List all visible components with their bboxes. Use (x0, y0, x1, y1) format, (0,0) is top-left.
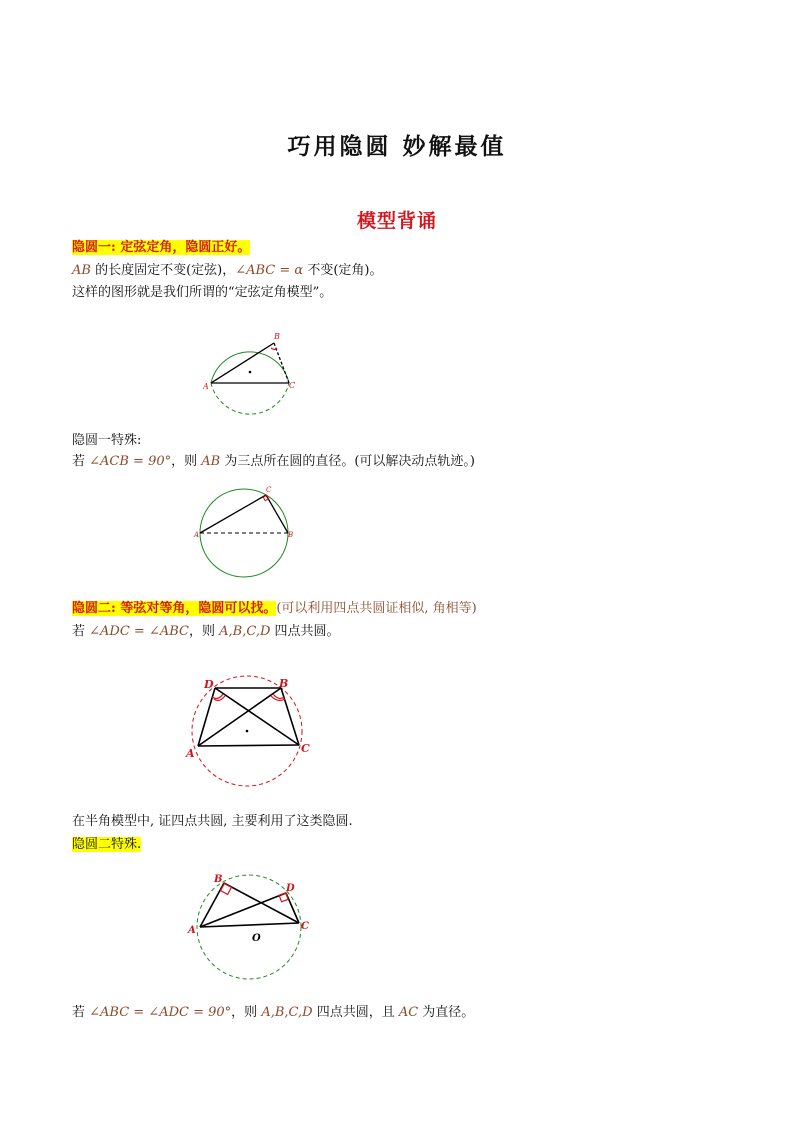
label-d: D (286, 883, 295, 894)
section2-heading-text: 隐圆二: 等弦对等角，隐圆可以找。 (72, 601, 277, 616)
section2-line (72, 622, 340, 642)
text: ，则 (171, 454, 202, 469)
math-points: A,B,C,D (261, 1005, 313, 1020)
label-b: B (214, 874, 223, 885)
text: ，则 (231, 1005, 262, 1020)
math-ab: AB (201, 454, 221, 469)
section2-note: (可以利用四点共圆证相似, 角相等) (276, 601, 477, 616)
label-c: C (266, 486, 272, 494)
section2-heading (72, 599, 477, 619)
label-a: A (203, 382, 209, 391)
center-dot (246, 730, 249, 733)
text: ，则 (188, 624, 220, 639)
diameter-ac (200, 923, 299, 927)
text: 若 (72, 624, 90, 639)
special1-heading: 隐圆一特殊: (72, 433, 142, 448)
math-points: A,B,C,D (219, 624, 271, 639)
circle-arc-solid (211, 352, 289, 383)
text: 四点共圆，且 (312, 1005, 399, 1020)
label-b: B (288, 531, 294, 539)
center-dot (249, 371, 252, 374)
segment-cb (266, 495, 288, 533)
angle-mark (271, 348, 277, 350)
figure-fixed-chord-fixed-angle (200, 322, 310, 422)
text: 为三点所在圆的直径。(可以解决动点轨迹。) (220, 454, 475, 469)
text: 四点共圆。 (270, 624, 340, 639)
special2-heading-text: 隐圆二特殊. (72, 837, 142, 852)
math-angle-equality: ∠ADC = ∠ABC (89, 624, 189, 639)
section1-line1 (72, 261, 382, 281)
text: 若 (72, 454, 90, 469)
label-b: B (274, 332, 280, 341)
figure-shared-diameter (184, 863, 314, 983)
label-d: D (204, 678, 214, 691)
circle-arc-dashed (211, 383, 289, 414)
label-b: B (279, 677, 289, 690)
figure-equal-chord-equal-angle (180, 670, 320, 790)
segment-bc (281, 688, 299, 745)
math-angle-abc: ∠ABC = α (235, 263, 304, 278)
label-a: A (194, 531, 200, 539)
label-o: O (252, 933, 261, 944)
text: 若 (72, 1005, 90, 1020)
figure-diameter-right-angle (193, 483, 303, 583)
math-right-angles: ∠ABC = ∠ADC = 90° (89, 1005, 232, 1020)
section1-line2: 这样的图形就是我们所谓的“定弦定角模型”。 (72, 285, 333, 300)
label-c: C (301, 921, 309, 932)
right-angle-mark-d (279, 893, 288, 902)
special2-line (72, 1003, 474, 1023)
segment-ac (198, 745, 299, 746)
page-title: 巧用隐圆 妙解最值 (287, 133, 507, 160)
segment-ab (200, 883, 224, 927)
label-c: C (301, 742, 310, 755)
segment-ab (211, 343, 274, 383)
section1-heading-text: 隐圆一: 定弦定角，隐圆正好。 (72, 240, 251, 255)
label-a: A (188, 925, 196, 936)
math-ac: AC (398, 1005, 419, 1020)
special2-heading (72, 835, 141, 855)
half-angle-note: 在半角模型中, 证四点共圆, 主要利用了这类隐圆. (72, 814, 353, 829)
special1-line (72, 452, 475, 472)
label-a: A (186, 747, 195, 760)
segment-ac (200, 495, 266, 533)
text: 不变(定角)。 (303, 263, 383, 278)
math-ab: AB (72, 263, 91, 278)
section-title: 模型背诵 (356, 210, 437, 232)
section1-heading (72, 238, 250, 258)
segment-ab (198, 688, 281, 746)
label-c: C (289, 381, 296, 390)
text: 的长度固定不变(定弦)， (90, 263, 236, 278)
math-angle-acb: ∠ACB = 90° (89, 454, 172, 469)
segment-dc (215, 688, 299, 745)
text: 为直径。 (418, 1005, 475, 1020)
